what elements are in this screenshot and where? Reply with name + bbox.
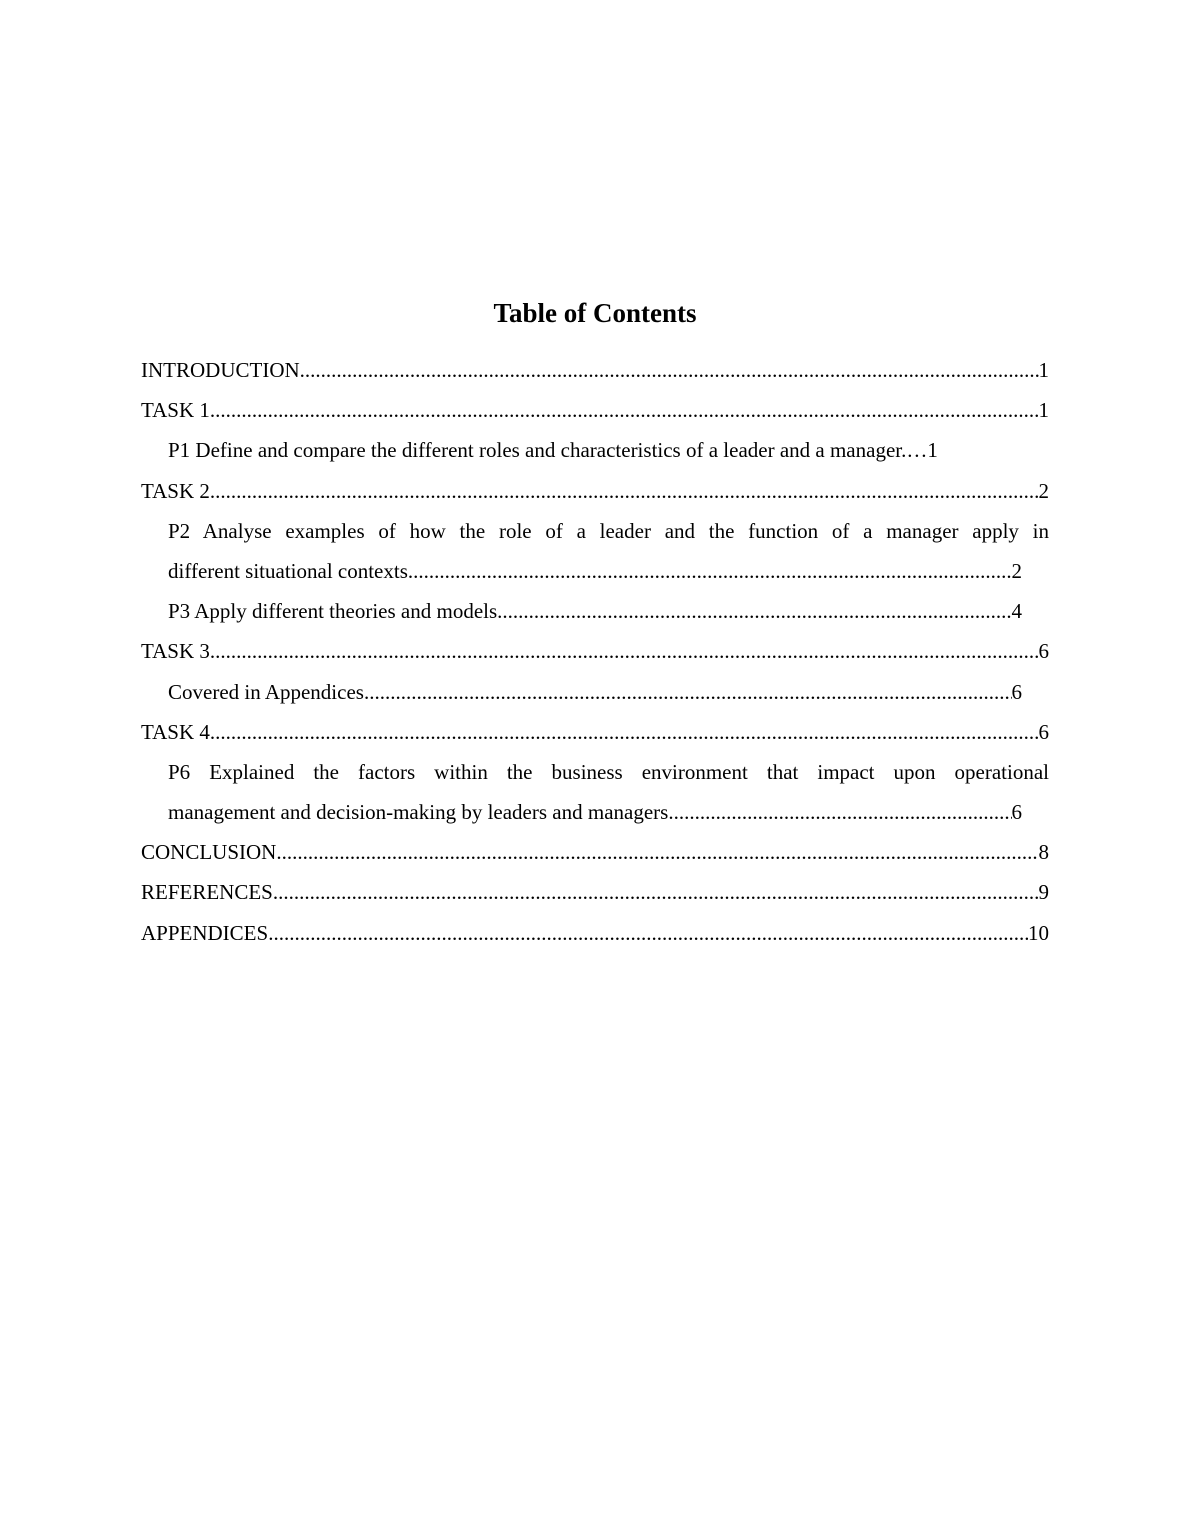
toc-page-number: 6 [1038, 719, 1049, 744]
toc-page-number: 2 [1011, 558, 1022, 583]
toc-entry-p3[interactable] [168, 591, 1022, 631]
toc-leader-dots [668, 792, 1011, 832]
toc-leader-dots [276, 832, 1038, 872]
toc-leader-dots [210, 390, 1039, 430]
toc-page-number: 6 [1011, 679, 1022, 704]
toc-entry-covered-in-appendices[interactable] [168, 672, 1022, 712]
toc-entry-label: P1 Define and compare the different roles and characteristics of a leader and a manager. [168, 438, 907, 463]
toc-entry-task-4[interactable] [141, 712, 1049, 752]
toc-entry-label: INTRODUCTION [141, 358, 300, 382]
toc-entry-label: TASK 4 [141, 719, 210, 744]
toc-leader-dots [300, 350, 1039, 390]
toc-entry-introduction[interactable] [141, 350, 1049, 390]
toc-page-number: …1 [906, 438, 938, 463]
toc-entry-label: Covered in Appendices [168, 679, 364, 704]
toc-page-number: 10 [1028, 920, 1049, 945]
toc-leader-dots [268, 913, 1028, 953]
toc-page-number: 6 [1011, 800, 1022, 825]
toc-entry-label: REFERENCES [141, 880, 273, 905]
toc-leader-dots [210, 471, 1039, 511]
toc-entry-conclusion[interactable] [141, 832, 1049, 872]
toc-entry-label-line-2: management and decision-making by leaders and managers [168, 800, 669, 825]
toc-entry-label-line-2: different situational contexts [168, 558, 408, 583]
table-of-contents [141, 350, 1049, 953]
toc-entry-references[interactable] [141, 872, 1049, 912]
toc-page-number: 1 [1038, 358, 1049, 382]
toc-page-number: 8 [1038, 840, 1049, 865]
toc-leader-dots [408, 551, 1012, 591]
toc-entry-label: TASK 1 [141, 398, 210, 423]
toc-page-number: 4 [1011, 599, 1022, 624]
toc-entry-task-3[interactable] [141, 631, 1049, 671]
toc-entry-label: P3 Apply different theories and models [168, 599, 498, 624]
toc-entry-p6[interactable] [168, 752, 1049, 832]
toc-entry-task-1[interactable] [141, 390, 1049, 430]
toc-entry-p1[interactable] [168, 430, 1022, 470]
toc-page-number: 1 [1038, 398, 1049, 423]
toc-page-number: 9 [1038, 880, 1049, 905]
toc-entry-label: TASK 2 [141, 478, 210, 503]
toc-entry-label: TASK 3 [141, 639, 210, 664]
toc-entry-appendices[interactable] [141, 913, 1049, 953]
toc-entry-task-2[interactable] [141, 471, 1049, 511]
toc-leader-dots [497, 591, 1011, 631]
toc-entry-label-line-1: P2 Analyse examples of how the role of a leader and the function of a manager apply in [168, 518, 1049, 543]
toc-leader-dots [210, 631, 1039, 671]
toc-entry-label: APPENDICES [141, 920, 269, 945]
toc-entry-label-line-1: P6 Explained the factors within the business environment that impact upon operational [168, 759, 1049, 784]
toc-entry-label: CONCLUSION [141, 840, 277, 865]
toc-page-number: 2 [1038, 478, 1049, 503]
toc-leader-dots [273, 872, 1039, 912]
toc-leader-dots [364, 672, 1012, 712]
page-title: Table of Contents [493, 298, 697, 328]
toc-leader-dots [210, 712, 1039, 752]
toc-entry-p2[interactable] [168, 511, 1049, 591]
toc-page-number: 6 [1038, 639, 1049, 664]
